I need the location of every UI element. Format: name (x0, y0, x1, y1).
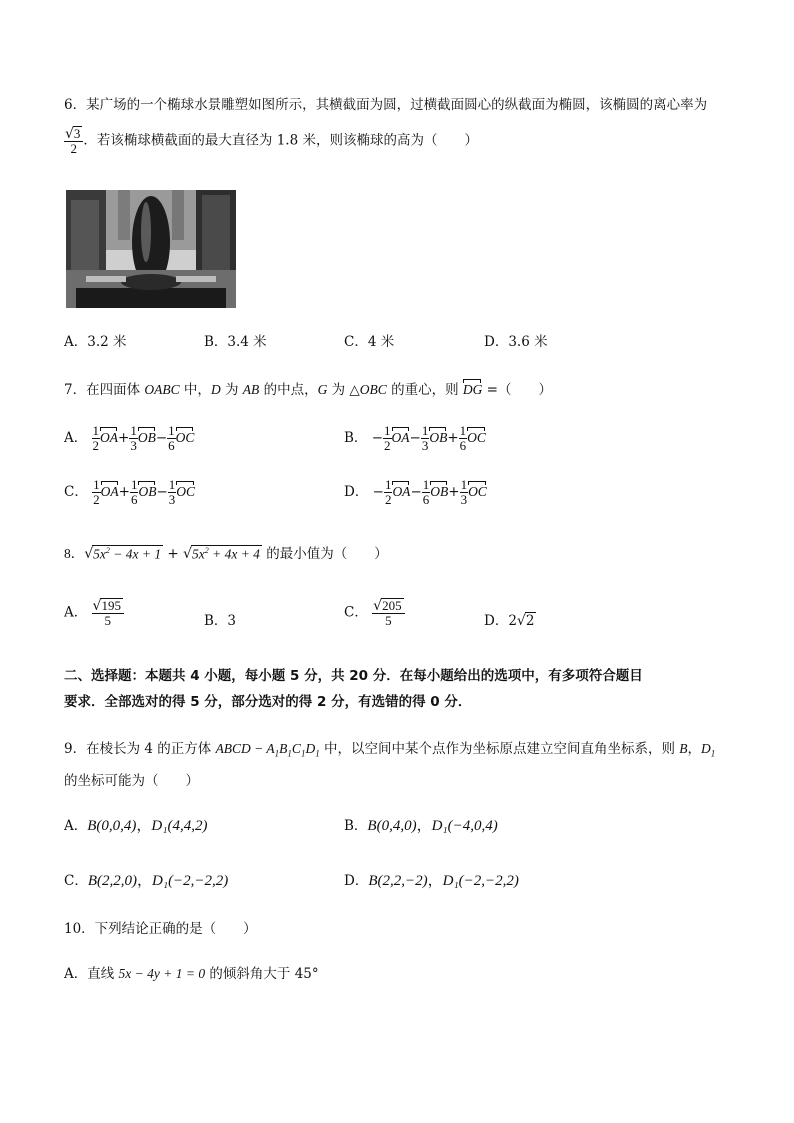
q6-eccentricity-fraction: $\frac{√3}{2}$ (64, 126, 83, 156)
q9-option-d[interactable]: D．B(2,2,−2)，D₁(−2,−2,2) (344, 871, 519, 889)
q6-stem-line2 (64, 126, 478, 156)
q8-option-a[interactable]: A． $\frac{√195}{5}$ (64, 598, 124, 628)
q7-option-d[interactable]: D． − $\frac{1}{2}$ OA− $\frac{1}{6}$ OB+ $\frac{1}{3}$ OC (344, 477, 487, 507)
q6-option-a[interactable]: A．3.2 米 (64, 334, 127, 350)
q9-option-c[interactable]: C．B(2,2,0)，D₁(−2,−2,2) (64, 871, 229, 889)
q7-option-b[interactable]: B． − $\frac{1}{2}$ OA− $\frac{1}{3}$ OB+ $\frac{1}{6}$ OC (344, 423, 486, 453)
sculpture-photo (66, 190, 236, 308)
q9-stem-line1: 9．在棱长为 4 的正方体 ABCD − $A_1B_1C_1D_1$ 中，以空间中某个点作为坐标原点建立空间直角坐标系，则 B，$D_1$ (64, 741, 716, 759)
q8-stem: 8．$√5x^2 - 4x + 1 + √5x^2 + 4x + 4$ 的最小值为（ ） (64, 545, 388, 562)
q8-option-d[interactable]: D．2√2 (484, 613, 535, 629)
q6-stem-text2: ．若该椭球横截面的最大直径为 1.8 米，则该椭球的高为（ ） (83, 132, 478, 149)
q7-stem: 7．在四面体 OABC 中，D 为 AB 的中点，G 为 △OBC 的重心，则 DG =（ ） (64, 382, 552, 398)
q6-option-b[interactable]: B．3.4 米 (204, 334, 267, 350)
section2-heading-line2: 要求．全部选对的得 5 分，部分选对的得 2 分，有选错的得 0 分． (64, 694, 472, 710)
q10-stem: 10．下列结论正确的是（ ） (64, 921, 257, 937)
q6-option-d[interactable]: D．3.6 米 (484, 334, 548, 350)
q7-option-c[interactable]: C． $\frac{1}{2}$ OA+ $\frac{1}{6}$ OB− $\frac{1}{3}$ OC (64, 477, 196, 507)
q10-option-a[interactable]: A．直线 5x − 4y + 1 = 0 的倾斜角大于 45° (64, 966, 319, 982)
q6-option-c[interactable]: C．4 米 (344, 334, 395, 350)
q9-stem-line2: 的坐标可能为（ ） (64, 773, 199, 789)
section2-heading-line1: 二、选择题：本题共 4 小题，每小题 5 分，共 20 分．在每小题给出的选项中，有多项符合题目 (64, 668, 643, 684)
q8-option-b[interactable]: B．3 (204, 613, 237, 629)
q9-option-b[interactable]: B．B(0,4,0)，D₁(−4,0,4) (344, 816, 498, 834)
q7-option-a[interactable]: A． $\frac{1}{2}$ OA+ $\frac{1}{3}$ OB− $\frac{1}{6}$ OC (64, 423, 195, 453)
q9-option-a[interactable]: A．B(0,0,4)，D₁(4,4,2) (64, 816, 208, 834)
q6-stem-line1: 6．某广场的一个椭球水景雕塑如图所示，其横截面为圆，过横截面圆心的纵截面为椭圆，该椭圆的离心率为 (64, 97, 708, 113)
q8-option-c[interactable]: C． $\frac{√205}{5}$ (344, 598, 405, 628)
